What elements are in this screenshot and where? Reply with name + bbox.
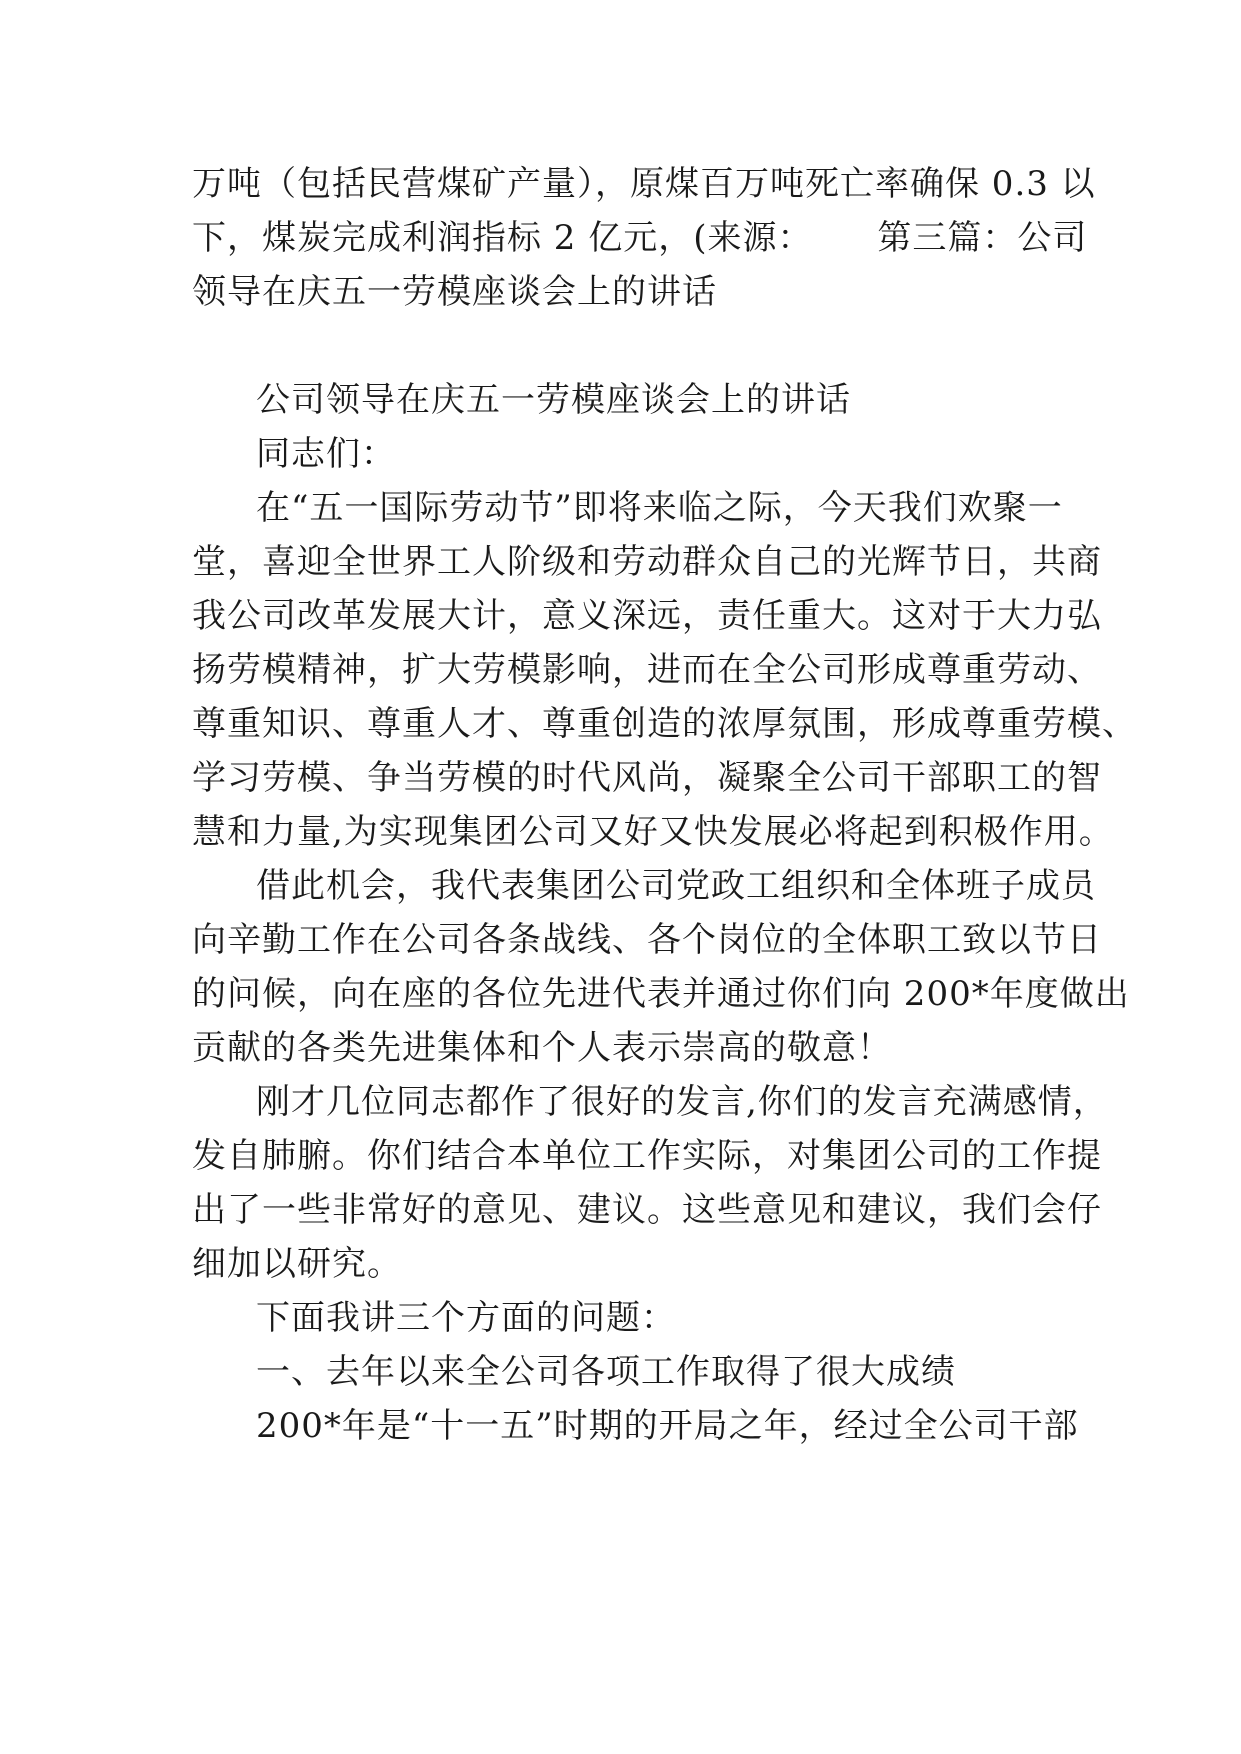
text-line: 贡献的各类先进集体和个人表示崇高的敬意！ (192, 1028, 892, 1068)
text-line: 领导在庆五一劳模座谈会上的讲话 (192, 272, 717, 312)
text-line: 扬劳模精神，扩大劳模影响，进而在全公司形成尊重劳动、 (192, 650, 1102, 690)
text-line: 我公司改革发展大计，意义深远，责任重大。这对于大力弘 (192, 596, 1102, 636)
text-line: 在“五一国际劳动节”即将来临之际，今天我们欢聚一 (256, 488, 1063, 528)
text-line: 学习劳模、争当劳模的时代风尚，凝聚全公司干部职工的智 (192, 758, 1102, 798)
text-line: 万吨（包括民营煤矿产量），原煤百万吨死亡率确保 0.3 以 (192, 164, 1096, 204)
text-line: 细加以研究。 (192, 1244, 402, 1284)
text-line: 发自肺腑。你们结合本单位工作实际，对集团公司的工作提 (192, 1136, 1102, 1176)
text-line: 出了一些非常好的意见、建议。这些意见和建议，我们会仔 (192, 1190, 1102, 1230)
text-line: 刚才几位同志都作了很好的发言,你们的发言充满感情， (256, 1082, 1108, 1122)
section-heading: 一、去年以来全公司各项工作取得了很大成绩 (256, 1352, 956, 1392)
salutation: 同志们： (256, 434, 396, 474)
text-line: 下，煤炭完成利润指标 2 亿元，(来源： 第三篇：公司 (192, 218, 1088, 258)
text-line: 下面我讲三个方面的问题： (256, 1298, 676, 1338)
text-line: 借此机会，我代表集团公司党政工组织和全体班子成员 (256, 866, 1096, 906)
text-line: 向辛勤工作在公司各条战线、各个岗位的全体职工致以节日 (192, 920, 1102, 960)
text-line: 慧和力量,为实现集团公司又好又快发展必将起到积极作用。 (192, 812, 1114, 852)
text-line: 的问候，向在座的各位先进代表并通过你们向 200*年度做出 (192, 974, 1130, 1014)
text-line: 堂，喜迎全世界工人阶级和劳动群众自己的光辉节日，共商 (192, 542, 1102, 582)
text-line: 尊重知识、尊重人才、尊重创造的浓厚氛围，形成尊重劳模、 (192, 704, 1137, 744)
text-line: 200*年是“十一五”时期的开局之年，经过全公司干部 (256, 1406, 1079, 1446)
section-title: 公司领导在庆五一劳模座谈会上的讲话 (256, 380, 851, 420)
